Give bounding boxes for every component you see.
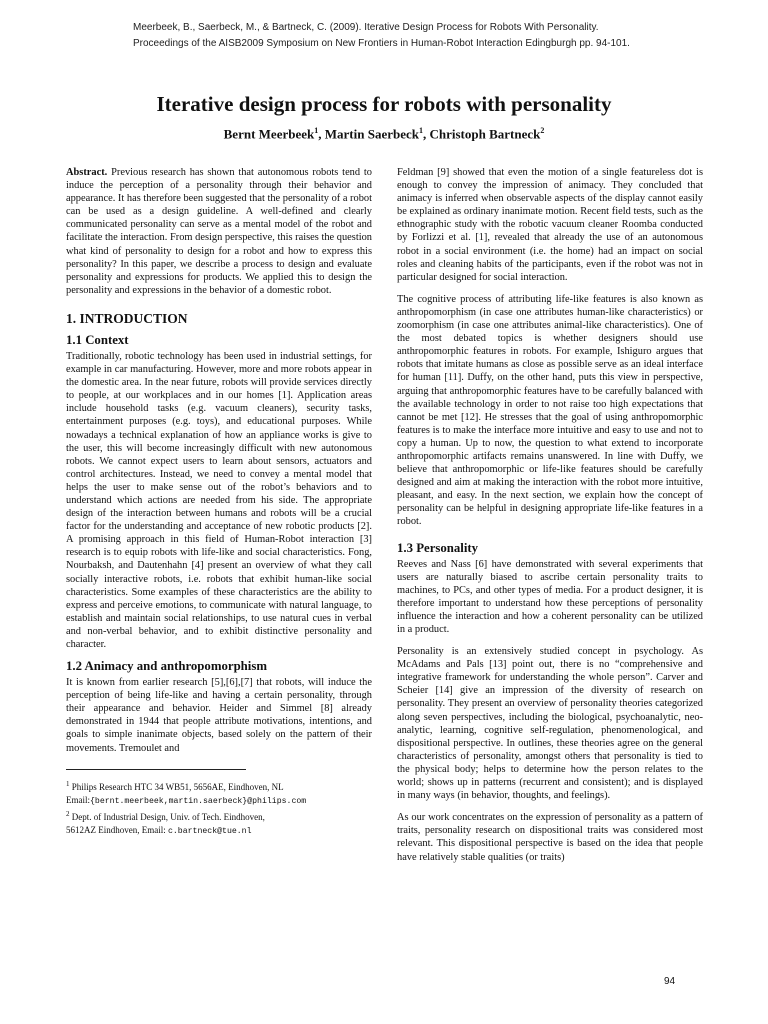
footnote-1-email: {bernt.meerbeek,martin.saerbeck}@philips.com <box>90 796 307 806</box>
footnote-2-affiliation: Dept. of Industrial Design, Univ. of Tech. Eindhoven, <box>71 811 265 822</box>
footnote-2-email: c.bartneck@tue.nl <box>167 826 252 836</box>
author-affiliation-mark: 2 <box>540 126 545 135</box>
footnote-2-email-line <box>66 824 372 838</box>
page-number: 94 <box>664 976 676 987</box>
footnote-2 <box>66 808 372 824</box>
footnote-divider <box>66 769 246 770</box>
citation-line-1: Meerbeek, B., Saerbeck, M., & Bartneck, C. (2009). Iterative Design Process for Robots With Personality. <box>133 22 599 33</box>
citation-header <box>133 20 733 52</box>
section-heading-introduction: 1. INTRODUCTION <box>66 310 188 326</box>
author-affiliation-mark: 1 <box>314 126 319 135</box>
subsection-heading-personality: 1.3 Personality <box>397 540 479 555</box>
footnote-2-address: 5612AZ Eindhoven, Email: <box>66 824 168 835</box>
paper-title: Iterative design process for robots with personality <box>156 92 612 116</box>
footnote-mark: 1 <box>66 779 70 788</box>
subsection-heading-context: 1.1 Context <box>66 332 129 347</box>
author-affiliation-mark: 1 <box>418 126 423 135</box>
abstract <box>66 166 372 297</box>
personality-paragraph-1: Reeves and Nass [6] have demonstrated with several experiments that users are naturally biased to ascribe certain personality traits to machines, to PCs, and other types of media. For a product designer, it is therefore important to understand how these perceptions of personality influence the interaction and how a coherent personality can be utilized in a product. <box>397 558 703 635</box>
left-column <box>66 166 372 838</box>
personality-paragraph-3: As our work concentrates on the expression of personality as a pattern of traits, personality research on dispositional traits was considered most relevant. This dispositional perspective is based on the idea that people have relatively stable qualities (or traits) <box>397 812 703 863</box>
abstract-label: Abstract. <box>66 167 108 178</box>
anthropomorphism-paragraph: The cognitive process of attributing life-like features is also known as anthropomorphism (in case one attributes human-like characteristics) or zoomorphism (in case one attributes animal-like characteristics). One of the most debated topics is whether designers should use anthropomorphic features in robots. For example, Ishiguro argues that robots that imitate humans as close as possible serve as an ideal interface for human [11]. Duffy, on the other hand, puts this view in perspective, arguing that anthropomorphic features have to be carefully balanced with the available technology in order to not raise too high expectations that cannot be met [12]. He stresses that the goal of using anthropomorphic features is to make the interface more intuitive and easy to use and not to copy a human. Up to now, the question to what extend to incorporate anthropomorphic artifacts remains unanswered. In line with Duffy, we believe that anthropomorphic or life-like features should be carefully designed and aim at making the interaction with the robot more intuitive, pleasant, and easy. In the next section, we explain how the concept of personality can be helpful in designing appropriate life-like features in a robot. <box>397 293 703 528</box>
footnote-1-email-line <box>66 794 372 808</box>
footnote-email-label: Email: <box>66 794 90 805</box>
animacy-paragraph: It is known from earlier research [5],[6],[7] that robots, will induce the perception of being life-like and having a certain personality, through their appearance and behavior. Heider and Simmel [8] already demonstrated in 1944 that people attribute motivations, intentions, and goals to simple inanimate objects, based solely on the pattern of their movements. Tremoulet and <box>66 677 372 754</box>
footnote-1 <box>66 778 372 794</box>
author-name: Martin Saerbeck <box>324 126 419 142</box>
subsection-heading-animacy: 1.2 Animacy and anthropomorphism <box>66 659 267 674</box>
context-paragraph: Traditionally, robotic technology has been used in industrial settings, for example in car manufacturing. However, more and more robots appear in the domestic area. In the near future, robots will provide services directly to people, at our workplaces and in our homes [1]. Application areas include household tasks (e.g. vacuum cleaners), security tasks, entertainment purposes (e.g. toys), and educational purposes. While nowadays a technical explanation of how an appliance works is give to the user, this will become increasingly difficult with new autonomous robots. We cannot expect users to learn about sensors, actuators and control architectures. Instead, we need to convey a mental model that helps the user to make sense out of the robot’s behaviors and to understand which actions are needed from his side. The appropriate design of the interaction between humans and robots will be a crucial factor for the understanding and acceptance of new robotic products [2]. A promising approach in this field of Human-Robot interaction [3] research is to equip robots with life-like and social characteristics. Fong, Nourbaksh, and Dautenhahn [4] present an overview of what they call socially interactive robots, i.e. robots that exhibit human-like social characteristics. Some examples of these characteristics are the ability to express and perceive emotions, to communicate with natural language, to establish and maintain social relationships, to use natural cues in verbal and non-verbal behavior, and to exhibit distinctive personality and character. <box>66 350 372 650</box>
citation-line-2: Proceedings of the AISB2009 Symposium on New Frontiers in Human-Robot Interaction Edingburgh pp. 94-101. <box>133 38 630 49</box>
author-name: Christoph Bartneck <box>429 126 541 142</box>
author-name: Bernt Meerbeek <box>223 126 315 142</box>
footnote-1-affiliation: Philips Research HTC 34 WB51, 5656AE, Eindhoven, NL <box>71 781 284 792</box>
abstract-text: Previous research has shown that autonomous robots tend to induce the perception of a personality through their behavior and appearance. It has therefore been suggested that the personality of a robot can be used as a design guideline. A well-defined and clearly communicated personality can serve as a mental model of the robot and facilitate the interaction. From design perspective, this raises the question what kind of personality to design for a robot and how to express this personality? In this paper, we describe a process to design and evaluate personality and expressions for products. We applied this to design the personality and expressions in the behavior of a domestic robot. <box>66 167 372 296</box>
author-list: Bernt Meerbeek$^1$, Martin Saerbeck$^1$, Christoph Bartneck$^2$ <box>223 126 545 142</box>
footnote-mark: 2 <box>66 809 70 818</box>
right-column <box>397 166 703 864</box>
personality-paragraph-2: Personality is an extensively studied concept in psychology. As McAdams and Pals [13] point out, there is no “comprehensive and integrative framework for understanding the whole person”. Carver and Scheier [14] give an impression of the diversity of research on personality. They present an overview of personality theories categorized along seven perspectives, including the biological, psychoanalytic, neo-analytic, learning, cognitive self-regulation, phenomenological, and dispositional perspective. In outlines, these theories agree on the general characteristics of personality, amongst others that personality is tied to the physical body; helps to determine how the person relates to the world; shows up in patterns (recurrent and consistent); and is displayed in many ways (in behavior, thoughts, and feelings). <box>397 646 703 802</box>
animacy-continuation-paragraph: Feldman [9] showed that even the motion of a single featureless dot is enough to convey the impression of animacy. They concluded that animacy is inferred when observable aspects of the display cannot easily be explained as ordinary inanimate motion. Recent field tests, such as the ethnographic study with the robotic vacuum cleaner Roomba conducted by Forlizzi et al. [1], revealed that already the use of an autonomous robot in a social environment (i.e. the home) had an impact on social roles and cleaning habits of the participants, even if the robot was not in particular designed for social interaction. <box>397 167 703 283</box>
